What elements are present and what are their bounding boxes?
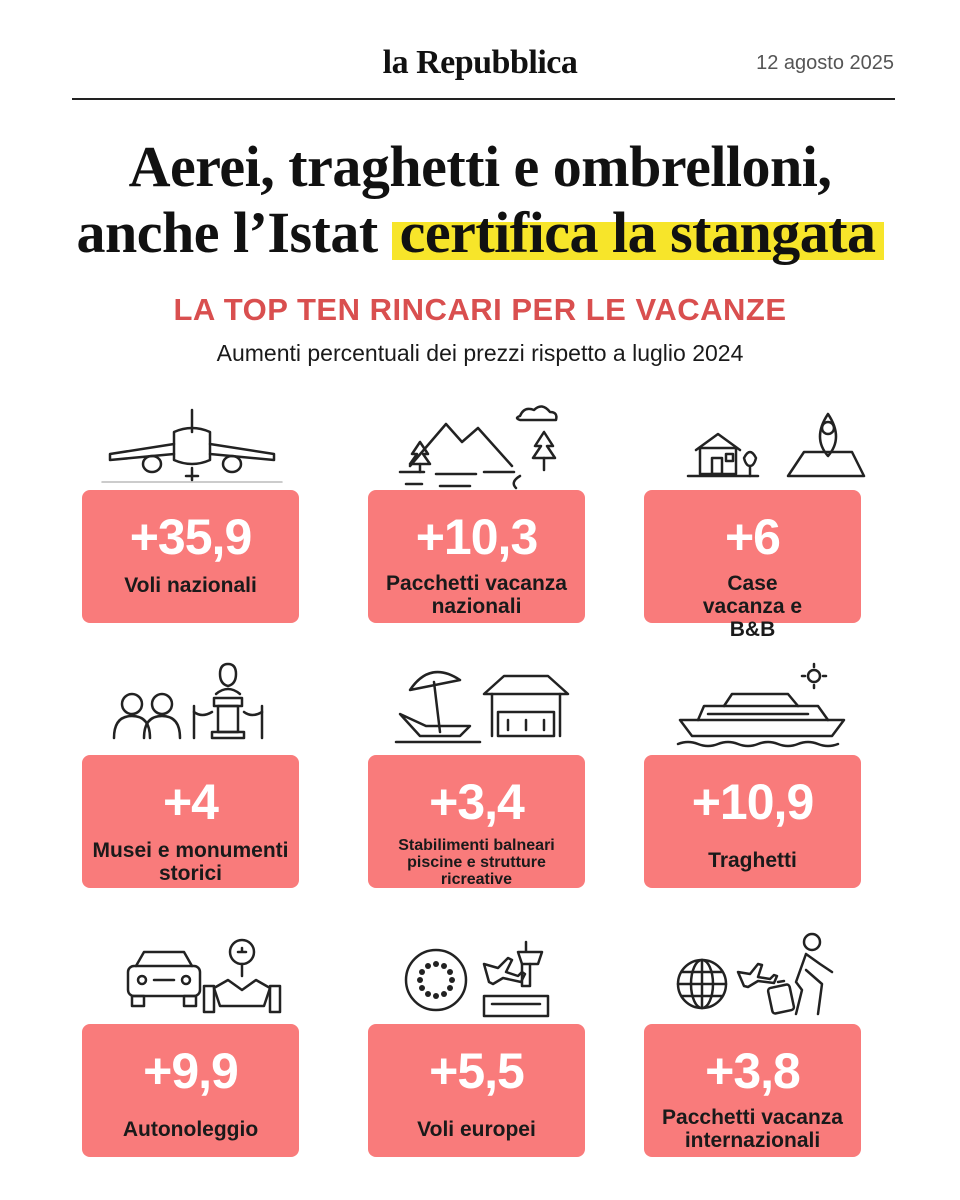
stat-value: +35,9 [129,509,252,565]
landscape-icon [380,402,580,492]
stat-label: Pacchetti vacanza internazionali [662,1106,843,1152]
traveler-icon [668,930,868,1020]
stat-card-stabilimenti [368,755,585,888]
masthead-logo: la Repubblica [382,44,578,81]
stat-value: +4 [162,774,218,830]
stat-card-traghetti [644,755,861,888]
stat-card-voli-nazionali [82,490,299,623]
stat-card-case-vacanza [644,490,861,641]
headline-highlight: certifica la stangata [392,200,884,265]
section-subtitle: Aumenti percentuali dei prezzi rispetto a luglio 2024 [216,340,744,366]
page-title [0,134,960,266]
stat-card-musei [82,755,299,888]
header-divider [72,98,895,100]
stat-card-pacchetti-nazionali [368,490,585,623]
museum-icon [92,656,292,746]
headline-plain: anche l’Istat [76,200,378,265]
ferry-icon [668,660,868,750]
stat-value: +10,3 [415,509,538,565]
headline-line-2 [0,200,960,266]
publication-date: 12 agosto 2025 [756,52,894,74]
stat-card-pacchetti-internazionali [644,1024,861,1157]
stat-label: Voli europei [417,1118,536,1141]
stat-value: +3,8 [705,1043,800,1099]
stat-label: Traghetti [708,849,797,872]
house-location-icon [668,400,868,490]
stat-label: Pacchetti vacanza nazionali [386,572,567,618]
stat-card-voli-europei [368,1024,585,1157]
section-title: LA TOP TEN RINCARI PER LE VACANZE [173,292,787,327]
eu-airport-icon [380,934,580,1024]
stat-label: Stabilimenti balneari piscine e strutture ricreative [398,837,555,888]
car-rental-icon [92,932,292,1022]
airplane-icon [92,402,292,492]
stat-label: Musei e monumenti storici [92,839,289,885]
stat-value: +10,9 [691,774,814,830]
stat-card-autonoleggio [82,1024,299,1157]
stat-value: +6 [724,509,780,565]
stat-value: +5,5 [429,1043,524,1099]
stat-label: Case vacanza e B&B [702,572,803,641]
stat-label: Autonoleggio [122,1118,259,1141]
headline-line-1: Aerei, traghetti e ombrelloni, [128,134,832,199]
stat-label: Voli nazionali [124,574,257,597]
stat-value: +3,4 [429,774,524,830]
stat-value: +9,9 [143,1043,238,1099]
beach-umbrella-icon [380,660,580,750]
